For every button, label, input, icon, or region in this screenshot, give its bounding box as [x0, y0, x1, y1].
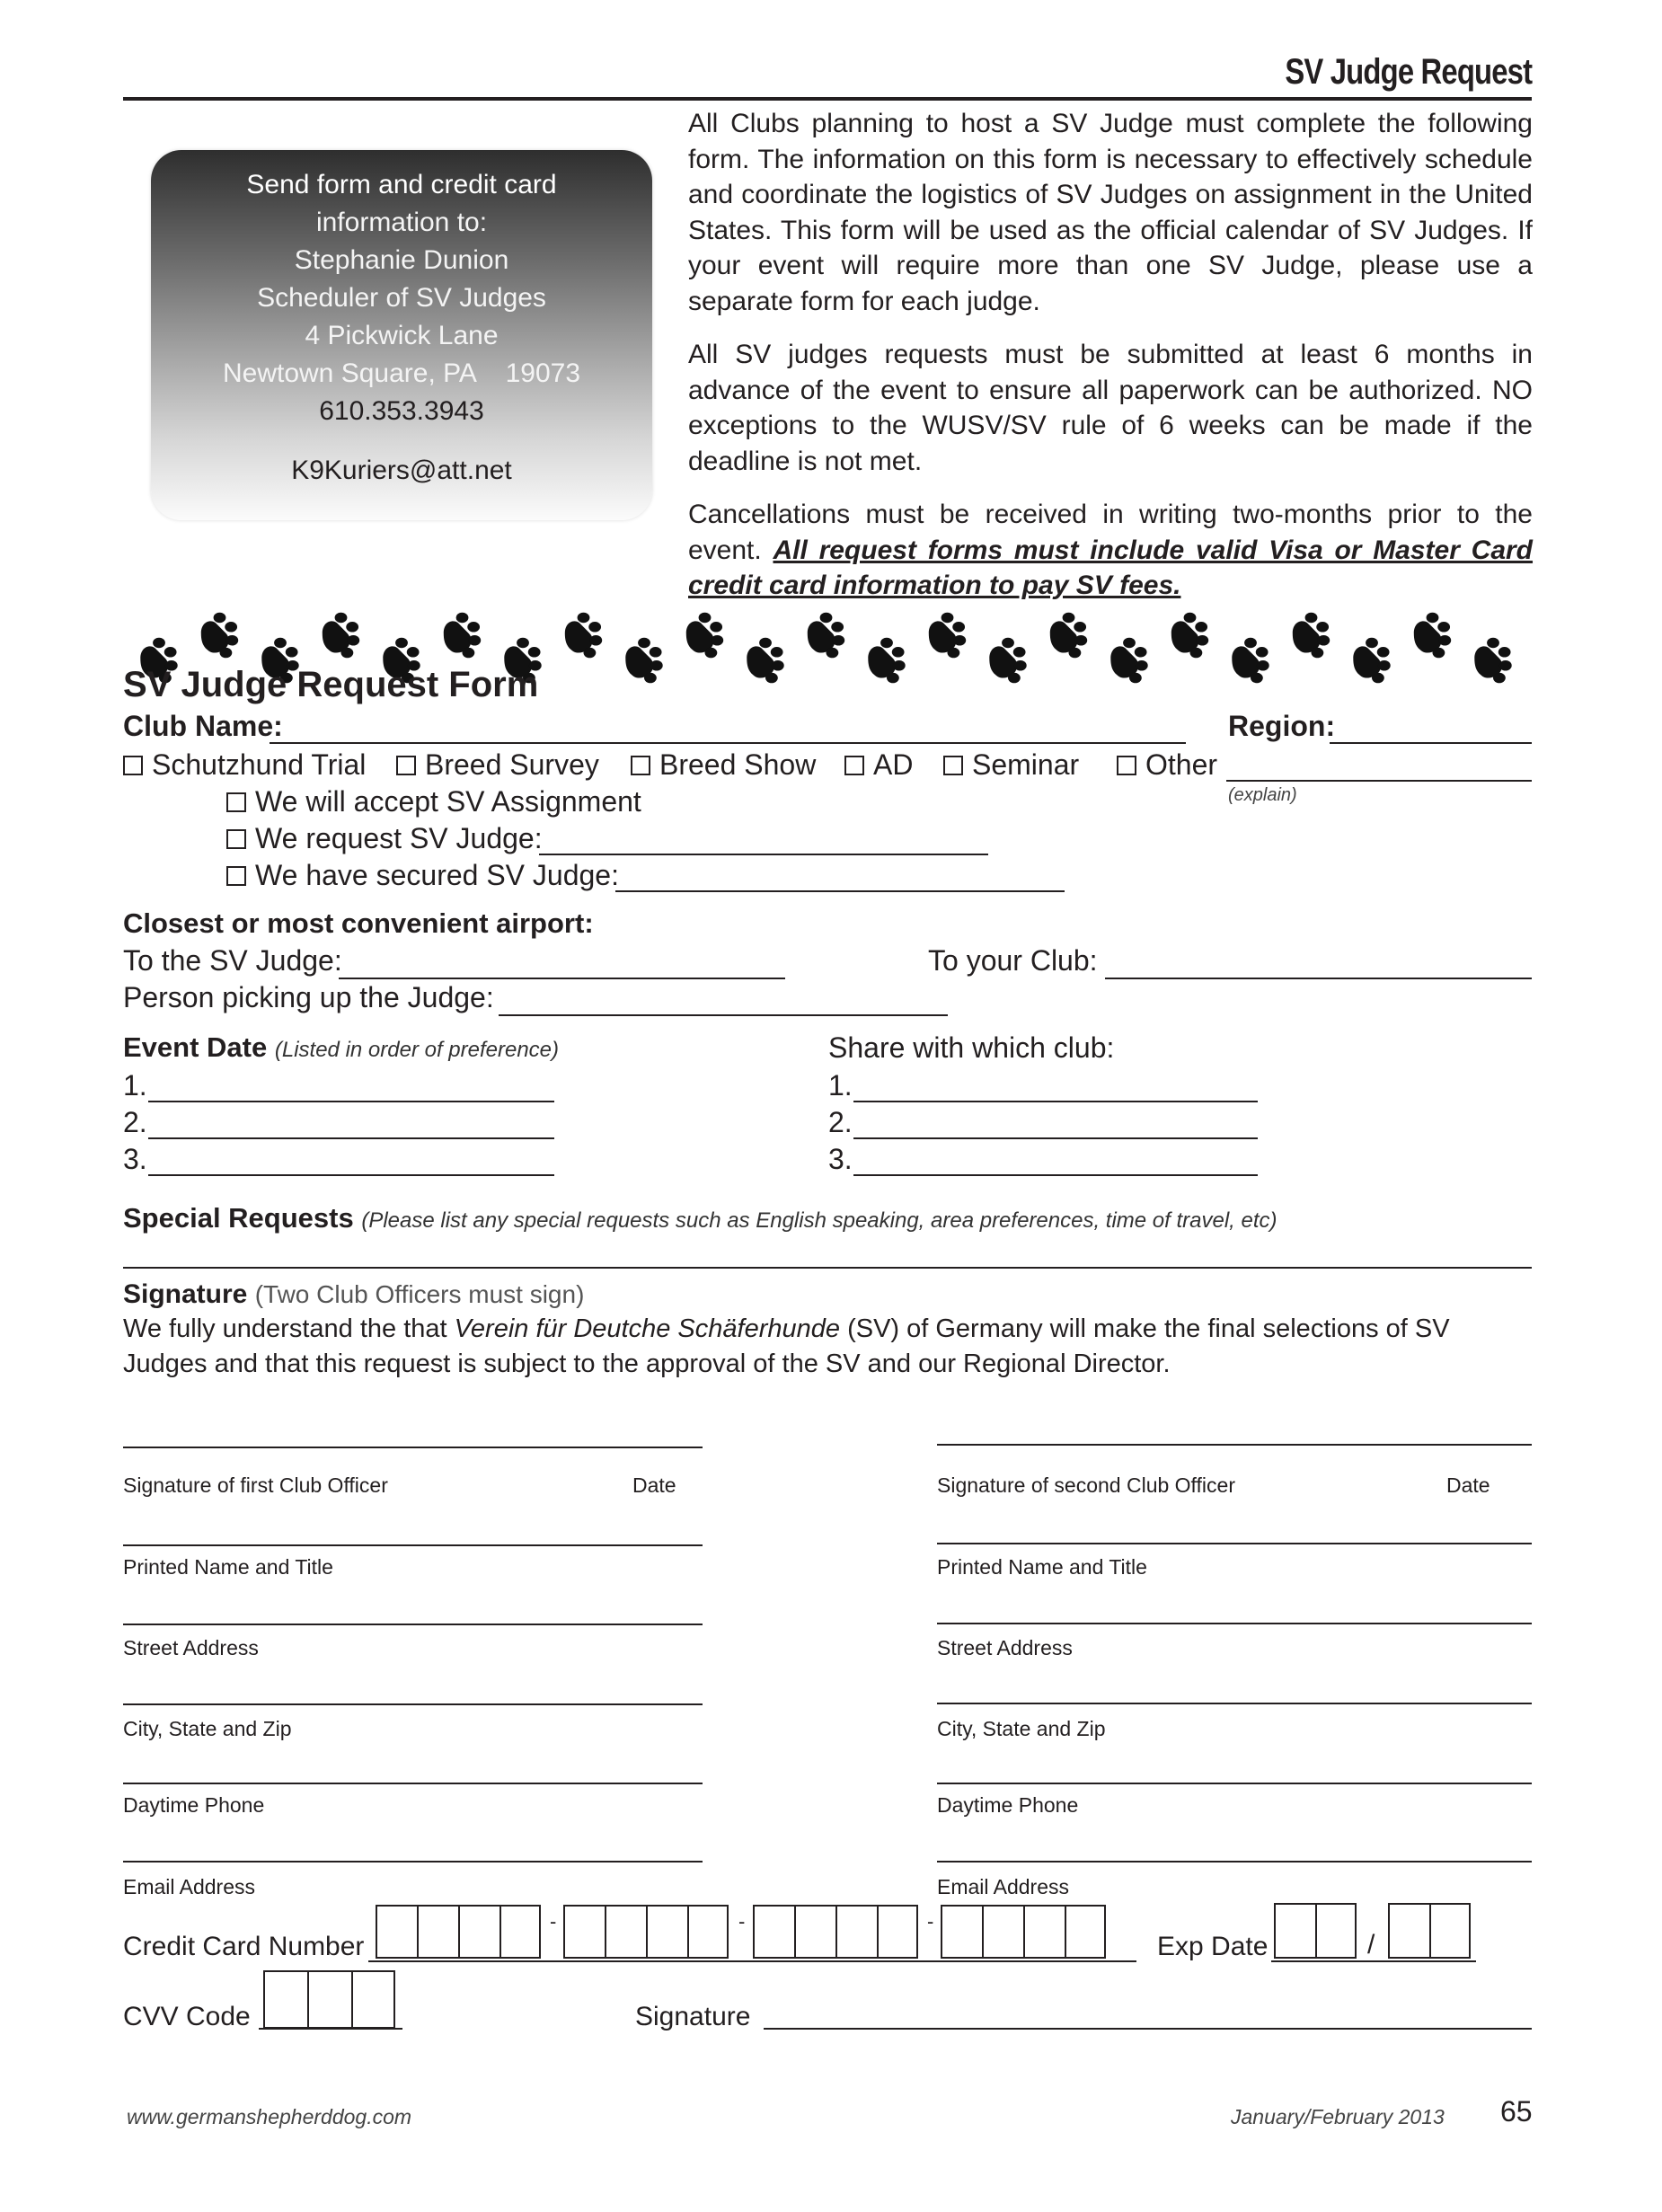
airport-to-judge-label: To the SV Judge:	[123, 944, 342, 977]
checkbox[interactable]	[1117, 756, 1136, 775]
event-type-breed-survey[interactable]	[396, 748, 599, 782]
phone-number: 610.353.3943	[319, 396, 484, 426]
airport-to-club-label: To your Club:	[928, 944, 1098, 977]
exp-date-label: Exp Date	[1157, 1932, 1269, 1961]
email-link[interactable]: K9Kuriers@att.net	[291, 456, 512, 485]
event-date-number: 1.	[123, 1069, 147, 1102]
checkbox[interactable]	[123, 756, 143, 775]
officer1-email-line[interactable]	[123, 1861, 703, 1863]
event-type-other[interactable]	[1117, 748, 1217, 782]
pickup-person-label: Person picking up the Judge:	[123, 981, 494, 1013]
paw-print-icon	[565, 613, 602, 659]
cancellation-text: Cancellations must be received in writing two-months prior to the event.	[688, 500, 1533, 565]
officer2-street-label: Street Address	[937, 1636, 1073, 1659]
checkbox-label: Other	[1145, 748, 1218, 781]
officer2-street-line[interactable]	[937, 1623, 1532, 1624]
signature-title: Signature	[123, 1279, 248, 1309]
region-field[interactable]	[1330, 742, 1532, 744]
city-state-zip: Newtown Square, PA 19073	[222, 358, 581, 388]
sv-org-name: Verein für Deutche Schäferhunde	[454, 1314, 841, 1343]
footer-issue-date: January/February 2013	[1231, 2105, 1445, 2128]
payment-signature-field[interactable]	[764, 2028, 1532, 2030]
other-explain-field[interactable]	[1226, 780, 1532, 782]
form-title: SV Judge Request Form	[123, 665, 539, 704]
page-number: 65	[1500, 2095, 1533, 2128]
exp-month-boxes[interactable]	[1274, 1903, 1357, 1959]
officer1-name-line[interactable]	[123, 1544, 703, 1546]
event-type-schutzhund-trial[interactable]	[123, 748, 366, 782]
cvv-baseline	[259, 2028, 402, 2030]
officer2-signature-line[interactable]	[937, 1444, 1532, 1446]
cvv-digit-box[interactable]	[351, 1970, 395, 2029]
checkbox-label: Schutzhund Trial	[152, 748, 367, 781]
event-date-number: 3.	[123, 1143, 147, 1175]
paw-print-icon	[1110, 638, 1147, 684]
officer1-email-label: Email Address	[123, 1875, 256, 1898]
officer2-name-line[interactable]	[937, 1543, 1532, 1544]
paw-print-icon	[1232, 638, 1269, 684]
paw-print-icon	[808, 613, 844, 659]
share-club-field-3[interactable]	[853, 1174, 1258, 1176]
card-digit-box[interactable]	[941, 1905, 982, 1959]
officer1-date-label: Date	[632, 1473, 676, 1497]
card-digit-box[interactable]	[1065, 1905, 1106, 1959]
credit-card-group-4[interactable]	[941, 1905, 1106, 1959]
checkbox-label: We will accept SV Assignment	[255, 785, 641, 818]
instructions-paragraph	[688, 497, 1533, 604]
page-header-title: SV Judge Request	[1285, 52, 1532, 92]
street-address: 4 Pickwick Lane	[305, 321, 499, 350]
officer1-phone-label: Daytime Phone	[123, 1793, 265, 1817]
event-date-heading	[123, 1031, 559, 1064]
share-club-field-2[interactable]	[853, 1137, 1258, 1139]
pickup-person-field[interactable]	[499, 1014, 948, 1016]
credit-card-label: Credit Card Number	[123, 1932, 365, 1961]
requested-judge-field[interactable]	[539, 854, 988, 855]
event-date-number: 2.	[123, 1106, 147, 1138]
paw-print-icon	[747, 638, 783, 684]
signature-agreement-text	[123, 1312, 1471, 1382]
special-requests-hint: (Please list any special requests such as English speaking, area preferences, time of travel, etc)	[361, 1208, 1277, 1233]
footer-website: www.germanshepherddog.com	[127, 2105, 412, 2128]
exp-date-baseline	[1271, 1960, 1476, 1962]
airport-heading: Closest or most convenient airport:	[123, 907, 594, 939]
credit-card-group-2[interactable]	[563, 1905, 729, 1959]
paw-print-icon	[201, 613, 238, 659]
event-date-hint: (Listed in order of preference)	[274, 1038, 560, 1062]
share-club-number: 3.	[828, 1143, 853, 1175]
officer1-phone-line[interactable]	[123, 1783, 703, 1784]
club-name-field[interactable]	[270, 742, 1186, 744]
card-digit-box[interactable]	[499, 1905, 541, 1959]
agreement-text: We fully understand the that	[123, 1314, 455, 1343]
event-date-field-2[interactable]	[148, 1137, 554, 1139]
address-line: Send form and credit card	[246, 170, 557, 199]
option-request-judge[interactable]	[226, 822, 543, 855]
paw-print-icon	[323, 613, 359, 659]
exp-year-boxes[interactable]	[1388, 1903, 1471, 1959]
card-digit-box[interactable]	[458, 1905, 499, 1959]
officer1-signature-label: Signature of first Club Officer	[123, 1473, 388, 1497]
card-separator: -	[927, 1910, 934, 1933]
paw-print-icon	[868, 638, 905, 684]
officer1-signature-line[interactable]	[123, 1447, 703, 1448]
card-digit-box[interactable]	[646, 1905, 687, 1959]
credit-card-requirement: All request forms must include valid Visa or Master Card credit card information to pay SV fees.	[688, 535, 1534, 600]
paw-print-icon	[989, 638, 1026, 684]
share-club-number: 2.	[828, 1106, 853, 1138]
officer1-city-label: City, State and Zip	[123, 1717, 292, 1740]
officer1-street-line[interactable]	[123, 1624, 703, 1625]
instructions	[688, 106, 1533, 622]
card-separator: -	[738, 1910, 746, 1933]
officer2-email-line[interactable]	[937, 1861, 1532, 1863]
airport-to-club-field[interactable]	[1105, 978, 1532, 979]
agreement-text: (SV) of Germany will make the final selections of SV Judges and that this request is subject to the approval of the SV and our Regional Director.	[123, 1314, 1450, 1378]
cvv-label: CVV Code	[123, 2002, 251, 2031]
club-name-label: Club Name:	[123, 710, 283, 742]
officer2-city-line[interactable]	[937, 1703, 1532, 1704]
checkbox[interactable]	[844, 756, 864, 775]
credit-card-group-3[interactable]	[753, 1905, 918, 1959]
paw-print-icon	[686, 613, 723, 659]
exp-separator: /	[1367, 1930, 1375, 1960]
paw-print-icon	[625, 638, 662, 684]
cvv-digit-box[interactable]	[263, 1970, 307, 2029]
event-type-ad[interactable]	[844, 748, 913, 782]
card-digit-box[interactable]	[605, 1905, 646, 1959]
paw-print-icon	[1293, 613, 1330, 659]
paw-print-icon	[1050, 613, 1087, 659]
checkbox-label: Seminar	[972, 748, 1080, 781]
paw-print-icon	[1414, 613, 1451, 659]
region-label: Region:	[1228, 710, 1336, 742]
card-digit-box[interactable]	[753, 1905, 794, 1959]
event-type-seminar[interactable]	[943, 748, 1079, 782]
officer1-name-label: Printed Name and Title	[123, 1555, 333, 1579]
other-explain-note: (explain)	[1228, 785, 1297, 805]
paw-print-icon	[1353, 638, 1390, 684]
event-type-breed-show[interactable]	[631, 748, 816, 782]
special-requests-field[interactable]	[123, 1267, 1532, 1269]
event-date-title: Event Date	[123, 1031, 268, 1063]
share-club-number: 1.	[828, 1069, 853, 1102]
payment-signature-label: Signature	[635, 2002, 751, 2031]
address-line: information to:	[315, 208, 488, 237]
card-digit-box[interactable]	[1023, 1905, 1065, 1959]
officer2-name-label: Printed Name and Title	[937, 1555, 1147, 1579]
card-digit-box[interactable]	[563, 1905, 605, 1959]
paw-print-icon	[1171, 613, 1208, 659]
special-requests-heading	[123, 1202, 1277, 1234]
officer1-city-line[interactable]	[123, 1703, 703, 1705]
credit-card-baseline	[368, 1960, 1136, 1962]
checkbox-label: Breed Show	[659, 748, 817, 781]
option-secured-judge[interactable]	[226, 859, 619, 892]
exp-digit-box[interactable]	[1429, 1903, 1471, 1959]
card-separator: -	[550, 1910, 557, 1933]
cvv-boxes[interactable]	[263, 1970, 395, 2029]
instructions-paragraph: All SV judges requests must be submitted at least 6 months in advance of the event to ensure all paperwork can be authorized. NO exceptions to the WUSV/SV rule of 6 weeks can be made if the deadline is not met.	[688, 340, 1533, 476]
officer2-phone-line[interactable]	[937, 1783, 1532, 1784]
special-requests-title: Special Requests	[123, 1202, 354, 1234]
checkbox-label: We request SV Judge:	[255, 822, 543, 854]
checkbox[interactable]	[226, 829, 246, 849]
header-rule	[123, 97, 1532, 101]
card-digit-box[interactable]	[794, 1905, 835, 1959]
officer2-signature-label: Signature of second Club Officer	[937, 1473, 1235, 1497]
exp-digit-box[interactable]	[1388, 1903, 1429, 1959]
scheduler-title: Scheduler of SV Judges	[257, 283, 546, 313]
officer2-email-label: Email Address	[937, 1875, 1070, 1898]
checkbox[interactable]	[631, 756, 650, 775]
checkbox[interactable]	[396, 756, 416, 775]
paw-print-icon	[444, 613, 481, 659]
checkbox[interactable]	[226, 866, 246, 886]
exp-digit-box[interactable]	[1315, 1903, 1357, 1959]
scheduler-name: Stephanie Dunion	[294, 245, 509, 275]
checkbox-label: AD	[873, 748, 914, 781]
cvv-digit-box[interactable]	[307, 1970, 351, 2029]
instructions-paragraph: All Clubs planning to host a SV Judge must complete the following form. The information on this form is necessary to effectively schedule and coordinate the logistics of SV Judges on assignment in the United States. This form will be used as the official calendar of SV Judges. If your event will require more than one SV Judge, please use a separate form for each judge.	[688, 109, 1533, 316]
checkbox[interactable]	[226, 792, 246, 812]
checkbox[interactable]	[943, 756, 963, 775]
event-date-field-3[interactable]	[148, 1174, 554, 1176]
secured-judge-field[interactable]	[615, 890, 1065, 892]
paw-print-icon	[1474, 638, 1511, 684]
option-accept-assignment[interactable]	[226, 785, 641, 818]
exp-digit-box[interactable]	[1274, 1903, 1315, 1959]
card-digit-box[interactable]	[376, 1905, 417, 1959]
officer2-phone-label: Daytime Phone	[937, 1793, 1079, 1817]
signature-heading	[123, 1279, 584, 1310]
officer1-street-label: Street Address	[123, 1636, 259, 1659]
airport-to-judge-field[interactable]	[339, 978, 785, 979]
paw-print-icon	[929, 613, 966, 659]
share-club-heading: Share with which club:	[828, 1031, 1115, 1064]
card-digit-box[interactable]	[835, 1905, 877, 1959]
signature-hint: (Two Club Officers must sign)	[254, 1280, 585, 1308]
officer2-date-label: Date	[1446, 1473, 1490, 1497]
card-digit-box[interactable]	[877, 1905, 918, 1959]
card-digit-box[interactable]	[417, 1905, 458, 1959]
event-date-field-1[interactable]	[148, 1101, 554, 1102]
checkbox-label: We have secured SV Judge:	[255, 859, 619, 891]
card-digit-box[interactable]	[687, 1905, 729, 1959]
officer2-city-label: City, State and Zip	[937, 1717, 1106, 1740]
share-club-field-1[interactable]	[853, 1101, 1258, 1102]
card-digit-box[interactable]	[982, 1905, 1023, 1959]
credit-card-group-1[interactable]	[376, 1905, 541, 1959]
mailing-address-box	[151, 150, 652, 520]
checkbox-label: Breed Survey	[425, 748, 599, 781]
